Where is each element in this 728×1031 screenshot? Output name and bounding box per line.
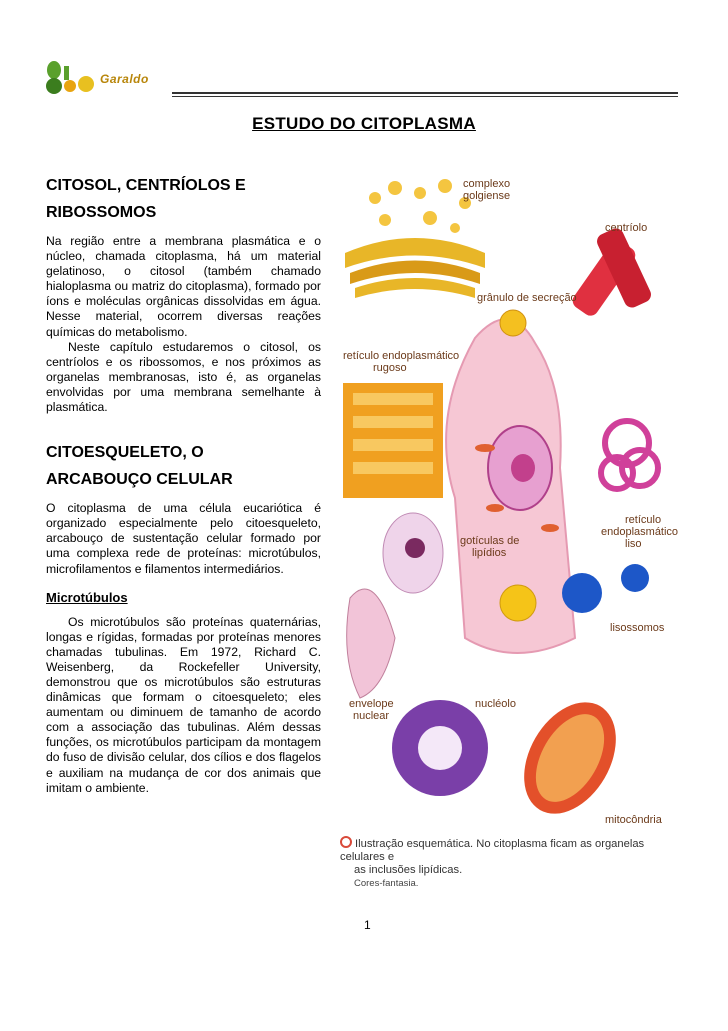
label-rel: retículo bbox=[625, 514, 662, 526]
paragraph: O citoplasma de uma célula eucariótica é organizado especialmente pelo citoesqueleto, arcabouço de sustentação celular formado por uma complexa rede de proteínas: microtúbulos, microfilamentos e filamentos intermediários. bbox=[46, 501, 321, 576]
label-rel-cont2: liso bbox=[625, 538, 642, 550]
label-rer: retículo endoplasmático bbox=[343, 350, 460, 362]
cell-illustration bbox=[335, 168, 680, 878]
label-golgi: complexo bbox=[463, 178, 511, 190]
cell-diagram-icon bbox=[335, 168, 680, 833]
label-centriole: centríolo bbox=[605, 222, 648, 234]
label-mitochondria: mitocôndria bbox=[605, 814, 662, 826]
paragraph: Os microtúbulos são proteínas quaternárias, longas e rígidas, formadas por proteínas menores chamadas tubulinas. Em 1972, Richard C. Weisenberg, da Rockefeller University, demonstrou que os microtúbulos são estruturas dinâmicas que formam o citoesqueleto; eles aumentam ou diminuem de tamanho de acordo com a associação das tubulinas. Além dessas funções, os microtúbulos participam da montagem do fuso de divisão celular, dos cílios e dos flagelos e auxiliam na mudança de cor dos animais que imitam o ambiente. bbox=[46, 614, 321, 795]
label-envelope: envelope bbox=[349, 698, 394, 710]
section-heading: CITOESQUELETO, O bbox=[46, 444, 204, 462]
paragraph: Na região entre a membrana plasmática e o núcleo, chamada citoplasma, há um material gelatinoso, o citosol (também chamado hialoplasma ou matriz do citoplasma), formado por íons e moléculas orgânicas dissolvidas em água. Nesse material, ocorrem diversas reações químicas do metabolismo. bbox=[46, 234, 321, 339]
granule-icon bbox=[500, 310, 526, 336]
logo-mark-icon bbox=[40, 58, 100, 98]
label-nucleolus: nucléolo bbox=[475, 698, 516, 710]
figure-caption bbox=[340, 836, 685, 890]
centriole-icon bbox=[570, 226, 654, 319]
header-rule-thin bbox=[172, 96, 678, 97]
section-heading-cont: ARCABOUÇO CELULAR bbox=[46, 471, 233, 489]
envelope-icon bbox=[347, 589, 395, 698]
page-number: 1 bbox=[364, 918, 371, 932]
caption-text: Ilustração esquemática. No citoplasma ficam as organelas celulares e bbox=[340, 838, 645, 863]
caption-note: Cores-fantasia. bbox=[354, 878, 419, 889]
rer-icon bbox=[343, 383, 443, 498]
label-rer-cont: rugoso bbox=[373, 362, 407, 374]
lysosome-icon bbox=[562, 573, 602, 613]
label-envelope-cont: nuclear bbox=[353, 710, 390, 722]
section-heading: CITOSOL, CENTRÍOLOS E bbox=[46, 177, 246, 194]
document-title: ESTUDO DO CITOPLASMA bbox=[252, 114, 476, 133]
label-rel-cont: endoplasmático bbox=[601, 526, 679, 538]
logo bbox=[40, 58, 170, 98]
label-lipids: gotículas de bbox=[460, 535, 520, 547]
label-lipids-cont: lipídios bbox=[472, 547, 507, 559]
section-heading-cont: RIBOSSOMOS bbox=[46, 204, 157, 221]
lipid-icon bbox=[500, 585, 536, 621]
rel-icon bbox=[601, 421, 658, 489]
caption-bullet-icon bbox=[340, 836, 352, 848]
label-granule: grânulo de secreção bbox=[477, 292, 577, 304]
mitochondria-icon bbox=[505, 686, 634, 830]
subsection-heading: Microtúbulos bbox=[46, 589, 128, 605]
label-lysosomes: lisossomos bbox=[610, 622, 665, 634]
logo-text: Garaldo bbox=[100, 72, 149, 86]
header-rule bbox=[172, 92, 678, 94]
caption-text-cont: as inclusões lipídicas. bbox=[354, 864, 463, 876]
paragraph: Neste capítulo estudaremos o citosol, os centríolos e os ribossomos, e nos próximos as organelas membranosas, isto é, as organelas envolvidas por uma membrana semelhante à plasmática. bbox=[46, 339, 321, 415]
text-column bbox=[46, 172, 321, 796]
label-golgi-cont: golgiense bbox=[463, 190, 511, 202]
